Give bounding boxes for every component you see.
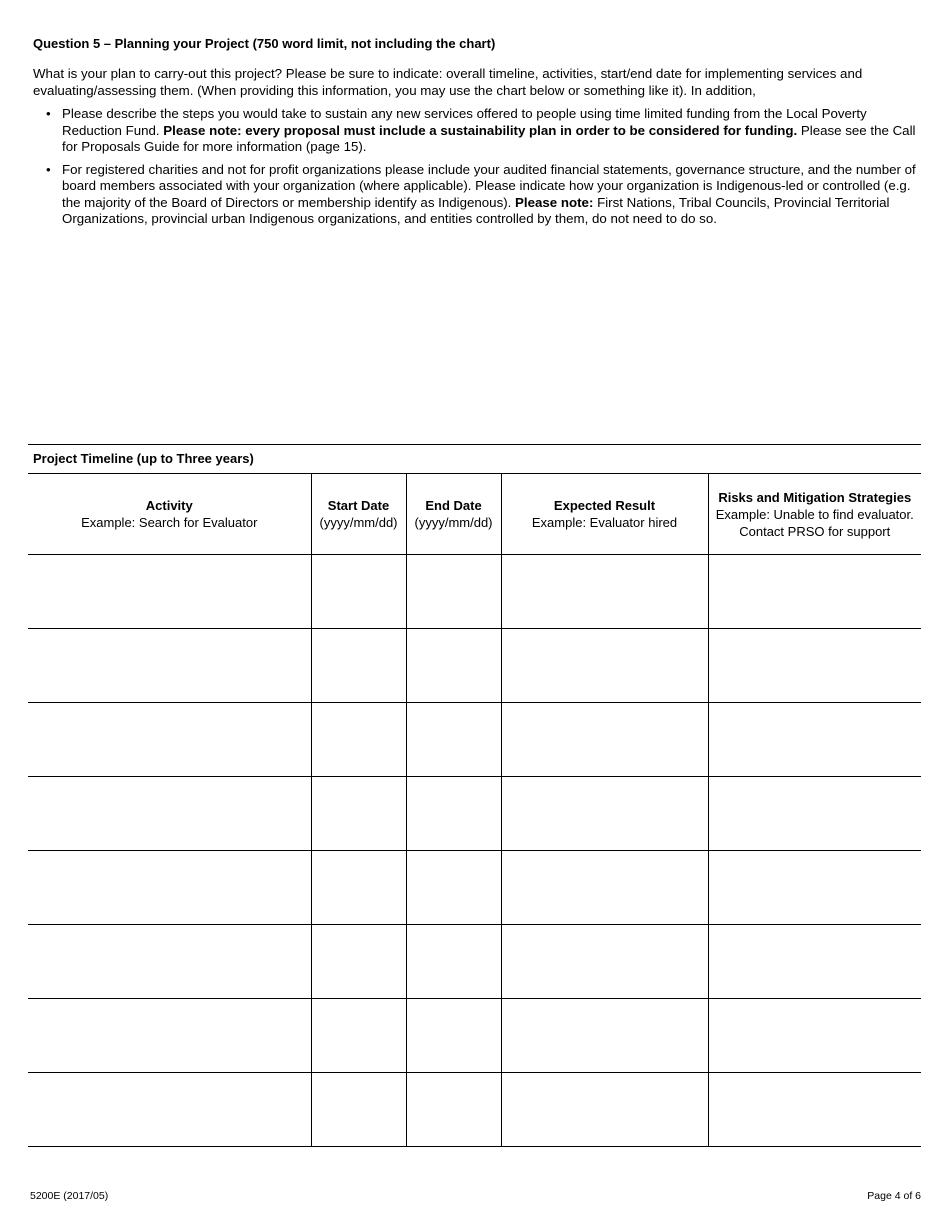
project-timeline [28,444,921,1147]
column-header-end-date: End Date (yyyy/mm/dd) [406,474,501,555]
timeline-title: Project Timeline (up to Three years) [28,444,921,474]
risks-cell[interactable] [708,777,921,851]
instruction-item: • For registered charities and not for profit organizations please include your audited financial statements, governance structure, and the number of board members associated with your organization (where applicable). Please indicate how your organization is Indigenous-led or controlled (e.g. the majority of the Board of Directors or membership identify as Indigenous). Please note: First Nations, Tribal Councils, Provincial Territorial Organizations, provincial urban Indigenous organizations, and entities controlled by them, do not need to do so. [46,161,916,226]
end-date-cell[interactable] [406,851,501,925]
activity-cell[interactable] [28,629,311,703]
instruction-list [46,106,926,234]
expected-result-cell[interactable] [501,703,708,777]
column-header-activity: Activity Example: Search for Evaluator [28,474,311,555]
start-date-cell[interactable] [311,851,406,925]
expected-result-cell[interactable] [501,999,708,1073]
risks-cell[interactable] [708,851,921,925]
timeline-row [28,851,921,925]
timeline-row [28,703,921,777]
timeline-body [28,555,921,1147]
instruction-item: • Please describe the steps you would take to sustain any new services offered to people using time limited funding from the Local Poverty Reduction Fund. Please note: every proposal must include a sustainability plan in order to be considered for funding. Please see the Call for Proposals Guide for more information (page 15). [46,106,916,154]
expected-result-cell[interactable] [501,777,708,851]
timeline-row [28,629,921,703]
end-date-cell[interactable] [406,999,501,1073]
timeline-table [28,474,921,1147]
question-intro: What is your plan to carry-out this project? Please be sure to indicate: overall timeline, activities, start/end date for implementing services and evaluating/assessing them. (When providing this information, you may use the chart below or something like it). In addition, [33,66,863,98]
start-date-cell[interactable] [311,777,406,851]
risks-cell[interactable] [708,1073,921,1147]
expected-result-cell[interactable] [501,925,708,999]
risks-cell[interactable] [708,703,921,777]
timeline-row [28,999,921,1073]
bullet-icon: • [46,106,51,121]
timeline-row [28,1073,921,1147]
expected-result-cell[interactable] [501,851,708,925]
expected-result-cell[interactable] [501,1073,708,1147]
expected-result-cell[interactable] [501,555,708,629]
timeline-row [28,555,921,629]
activity-cell[interactable] [28,703,311,777]
timeline-row [28,777,921,851]
start-date-cell[interactable] [311,629,406,703]
start-date-cell[interactable] [311,703,406,777]
timeline-header-row [28,474,921,555]
activity-cell[interactable] [28,999,311,1073]
form-number: 5200E (2017/05) [30,1190,109,1202]
page-number: Page 4 of 6 [867,1190,921,1202]
end-date-cell[interactable] [406,703,501,777]
column-header-risks: Risks and Mitigation Strategies Example: Unable to find evaluator. Contact PRSO for support [708,474,921,555]
risks-cell[interactable] [708,925,921,999]
risks-cell[interactable] [708,555,921,629]
activity-cell[interactable] [28,555,311,629]
bullet-icon: • [46,161,51,177]
end-date-cell[interactable] [406,925,501,999]
end-date-cell[interactable] [406,555,501,629]
start-date-cell[interactable] [311,999,406,1073]
timeline-row [28,925,921,999]
expected-result-cell[interactable] [501,629,708,703]
activity-cell[interactable] [28,851,311,925]
end-date-cell[interactable] [406,777,501,851]
column-header-start-date: Start Date (yyyy/mm/dd) [311,474,406,555]
activity-cell[interactable] [28,777,311,851]
start-date-cell[interactable] [311,1073,406,1147]
start-date-cell[interactable] [311,555,406,629]
activity-cell[interactable] [28,925,311,999]
start-date-cell[interactable] [311,925,406,999]
column-header-expected-result: Expected Result Example: Evaluator hired [501,474,708,555]
end-date-cell[interactable] [406,629,501,703]
activity-cell[interactable] [28,1073,311,1147]
risks-cell[interactable] [708,629,921,703]
end-date-cell[interactable] [406,1073,501,1147]
question-title: Question 5 – Planning your Project (750 word limit, not including the chart) [33,36,496,51]
risks-cell[interactable] [708,999,921,1073]
